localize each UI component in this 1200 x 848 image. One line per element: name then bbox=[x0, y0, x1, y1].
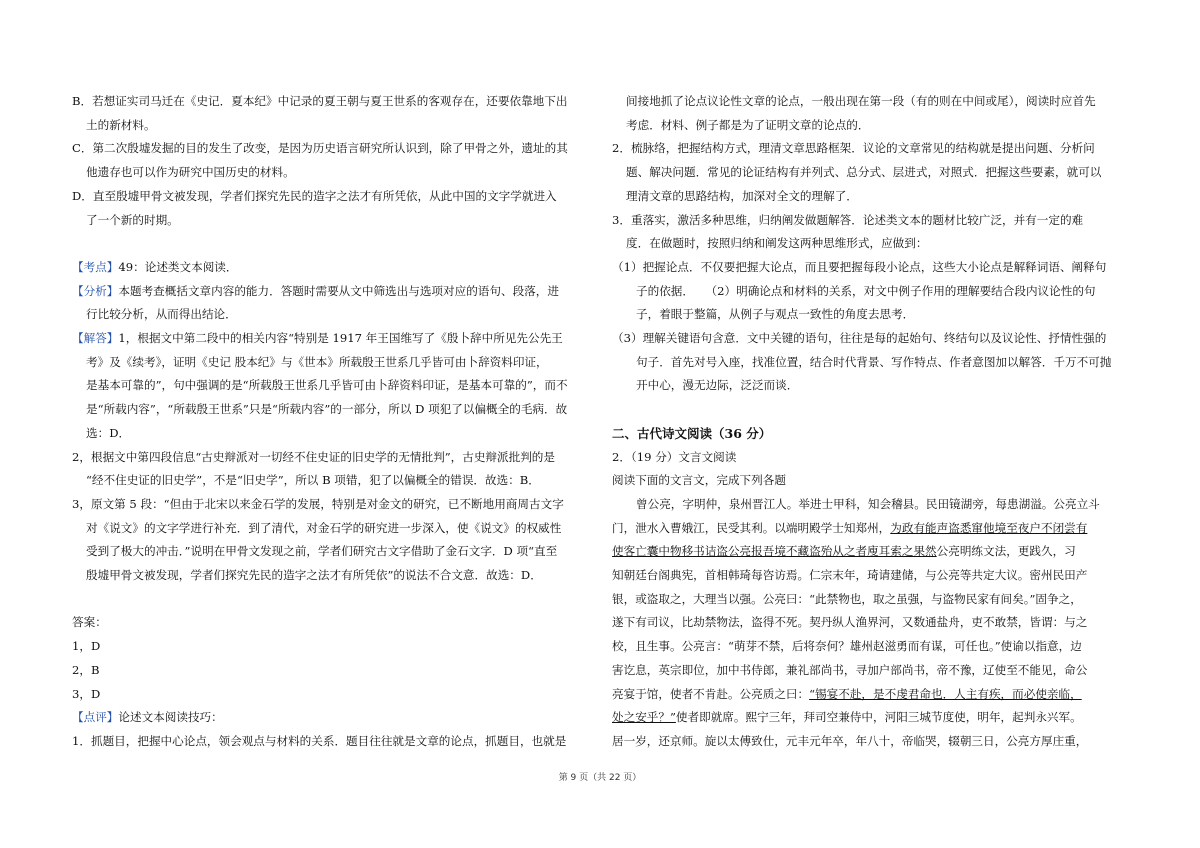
passage-line1: 曾公亮，字明仲，泉州晋江人。举进士甲科，知会稽县。民田镜湖旁，每患湖溢。公亮立斗 bbox=[636, 496, 1100, 511]
passage-line5: 银，或盗取之，大理当以强。公亮曰：“此禁物也，取之虽强，与盗物民家有间矣。”固争之， bbox=[612, 591, 1082, 606]
tip-1: 1．抓题目，把握中心论点，领会观点与材料的关系．题目往往就是文章的论点，抓题目，也就是 bbox=[72, 733, 567, 748]
section-title: 二、古代诗文阅读（36 分） bbox=[612, 425, 772, 441]
option-b-line2: 土的新材料。 bbox=[86, 117, 156, 132]
jieda-tag: 【解答】 bbox=[72, 331, 119, 346]
passage-line2b-underlined: 为政有能声盗悉窜他境至夜户不闭尝有 bbox=[890, 520, 1088, 535]
passage-line3a-underlined: 使客亡囊中物移书诘盗公亮报吾境不藏盗殆从之者廋耳索之果然 bbox=[612, 544, 937, 559]
passage-line4: 知朝廷台阁典宪，首相韩琦每咨访焉。仁宗末年，琦请建储，与公亮等共定大议。密州民田产 bbox=[612, 568, 1088, 583]
option-d bbox=[72, 185, 592, 232]
sub-tip-1 bbox=[612, 256, 1132, 327]
jieda-line4: 是“所载内容”，“所载殷王世系”只是“所载内容”的一部分，所以 D 项犯了以偏概全的毛病．故 bbox=[86, 402, 568, 417]
subtip3-line1: （3）理解关键语句含意．文中关键的语句，往往是每的起始句、终结句以及议论性、抒情性强的 bbox=[612, 331, 1107, 346]
tip1-continued bbox=[612, 90, 1132, 137]
dianping-text: 论述文本阅读技巧： bbox=[118, 710, 223, 725]
passage-line2a: 门，泄水入曹娥江，民受其利。以端明殿学士知郑州， bbox=[612, 520, 891, 535]
jieda3-line1: 3，原文第 5 段：“但由于北宋以来金石学的发展，特别是对金文的研究，已不断地用商周古文字 bbox=[72, 496, 564, 511]
subtip1-line3: 子，着眼于整篇，从例子与观点一致性的角度去思考． bbox=[636, 307, 915, 322]
dianping bbox=[72, 706, 592, 730]
answer-2: 2，B bbox=[72, 662, 100, 677]
subtip1-line1: （1）把握论点．不仅要把握大论点，而且要把握每段小论点，这些大小论点是解释词语、阐释句 bbox=[612, 259, 1107, 274]
option-c-line2: 他遗存也可以作为研究中国历史的材料。 bbox=[86, 165, 295, 180]
subtip3-line3: 开中心，漫无边际，泛泛而谈． bbox=[636, 378, 799, 393]
tip2-line2: 题、解决问题．常见的论证结构有并列式、总分式、层进式，对照式．把握这些要素，就可以 bbox=[626, 165, 1102, 180]
page-footer: 第 9 页（共 22 页） bbox=[558, 773, 642, 783]
right-column bbox=[612, 90, 1132, 754]
fenxi bbox=[72, 280, 592, 327]
passage-line9a: 亮宴于馆，使者不肯赴。公亮质之曰： bbox=[612, 686, 810, 701]
passage-line3b: 公亮明练文法，更践久，习 bbox=[936, 544, 1076, 559]
tip2-line3: 理清文章的思路结构，加深对全文的理解了． bbox=[626, 188, 858, 203]
subtip3-line2: 句子．首先对号入座，找准位置，结合时代背景、写作特点、作者意图加以解答．千万不可抛 bbox=[636, 354, 1112, 369]
jieda bbox=[72, 327, 592, 446]
tip-2 bbox=[612, 137, 1132, 208]
passage-line8: 害讫息，英宗即位，加中书侍郎，兼礼部尚书，寻加户部尚书，帝不豫，辽使至不能见，命公 bbox=[612, 662, 1088, 677]
passage-line11: 居一岁，还京师。旋以太傅致仕，元丰元年卒，年八十，帝临哭，辍朝三日，公亮方厚庄重， bbox=[612, 733, 1088, 748]
tip2-line1: 2．梳脉络，把握结构方式，理清文章思路框架．议论的文章常见的结构就是提出问题、分析问 bbox=[612, 141, 1095, 156]
jieda-3 bbox=[72, 493, 592, 588]
kaodian-text: 49：论述类文本阅读． bbox=[118, 259, 238, 274]
jieda2-line1: 2，根据文中第四段信息“古史辩派对一切经不住史证的旧史学的无情批判”，古史辩派批判的是 bbox=[72, 449, 555, 464]
left-column bbox=[72, 90, 592, 754]
passage-line10a-underlined: 处之安乎？” bbox=[612, 710, 676, 725]
tip1-line2: 间接地抓了论点议论性文章的论点，一般出现在第一段（有的则在中间或尾），阅读时应首先 bbox=[626, 94, 1096, 108]
dianping-tag: 【点评】 bbox=[72, 710, 119, 725]
jieda2-line2: “经不住史证的旧史学”，不是“旧史学”，所以 B 项错，犯了以偏概全的错误．故选：B． bbox=[86, 473, 540, 488]
passage-line7: 校，且生事。公亮言：“萌芽不禁，后将奈何？雄州赵滋勇而有谋，可任也。”使谕以指意，边 bbox=[612, 639, 1082, 654]
question-2: 2．（19 分）文言文阅读 bbox=[612, 449, 737, 464]
option-d-line2: 了一个新的时期。 bbox=[86, 212, 179, 227]
jieda-line3: 是基本可靠的”，句中强调的是“所载殷王世系几乎皆可由卜辞资料印证，是基本可靠的”，而不 bbox=[86, 378, 568, 393]
jieda3-line4: 殷墟甲骨文被发现，学者们探究先民的造字之法才有所凭依”的说法不合文意．故选：D． bbox=[86, 568, 542, 583]
tip-3 bbox=[612, 209, 1132, 256]
tip3-line1: 3．重落实，激活多种思维，归纳阐发做题解答．论述类文本的题材比较广泛，并有一定的难 bbox=[612, 212, 1084, 227]
passage-line6: 遂下有司议，比劫禁物法，盗得不死。契丹纵人渔界河，又数通盐舟，吏不敢禁，皆谓：与之 bbox=[612, 615, 1088, 630]
kaodian-tag: 【考点】 bbox=[72, 259, 119, 274]
tip3-line2: 度．在做题时，按照归纳和阐发这两种思维形式，应做到： bbox=[626, 236, 928, 251]
classical-passage bbox=[612, 493, 1132, 754]
question-2-intro: 阅读下面的文言文，完成下列各题 bbox=[612, 473, 786, 488]
jieda3-line2: 对《说文》的文字学进行补充．到了清代，对金石学的研究进一步深入，使《说文》的权威性 bbox=[86, 520, 562, 535]
tip1-line3: 考虑．材料、例子都是为了证明文章的论点的． bbox=[626, 117, 870, 132]
option-c bbox=[72, 137, 592, 184]
sub-tip-3 bbox=[612, 327, 1132, 398]
jieda-line1: 1，根据文中第二段中的相关内容“特别是 1917 年王国维写了《殷卜辞中所见先公先王 bbox=[118, 331, 563, 346]
passage-line10b: 使者即就席。熙宁三年，拜司空兼侍中，河阳三城节度使，明年，起判永兴军。 bbox=[675, 710, 1082, 725]
option-c-line1: C．第二次殷墟发掘的目的发生了改变，是因为历史语言研究所认识到，除了甲骨之外，遗址的其 bbox=[72, 141, 568, 156]
fenxi-line1: 本题考查概括文章内容的能力．答题时需要从文中筛选出与选项对应的语句、段落，进 bbox=[118, 283, 559, 298]
option-d-line1: D．直至殷墟甲骨文被发现，学者们探究先民的造字之法才有所凭依，从此中国的文字学就进入 bbox=[72, 188, 557, 203]
jieda-2 bbox=[72, 446, 592, 493]
passage-line9b-underlined: “锡宴不赴，是不虔君命也．人主有疾，而必使亲临， bbox=[809, 686, 1082, 701]
option-b-line1: B．若想证实司马迁在《史记．夏本纪》中记录的夏王朝与夏王世系的客观存在，还要依靠地下出 bbox=[72, 94, 568, 108]
kaodian bbox=[72, 256, 592, 280]
fenxi-tag: 【分析】 bbox=[72, 283, 119, 298]
answer-3: 3，D bbox=[72, 686, 101, 701]
answer-1: 1，D bbox=[72, 639, 101, 654]
jieda-line5: 选：D． bbox=[86, 425, 131, 440]
jieda-line2: 考》及《续考》，证明《史记 股本纪》与《世本》所载殷王世系几乎皆可由卜辞资料印证， bbox=[86, 354, 548, 369]
jieda3-line3: 受到了极大的冲击．”说明在甲骨文发现之前，学者们研究古文字借助了金石文字．D 项“直至 bbox=[86, 544, 558, 559]
option-b bbox=[72, 90, 592, 137]
subtip1-line2: 子的依据． （2）明确论点和材料的关系，对文中例子作用的理解要结合段内议论性的句 bbox=[636, 283, 1096, 298]
fenxi-line2: 行比较分析，从而得出结论． bbox=[86, 307, 237, 322]
answer-label: 答案： bbox=[72, 615, 107, 630]
